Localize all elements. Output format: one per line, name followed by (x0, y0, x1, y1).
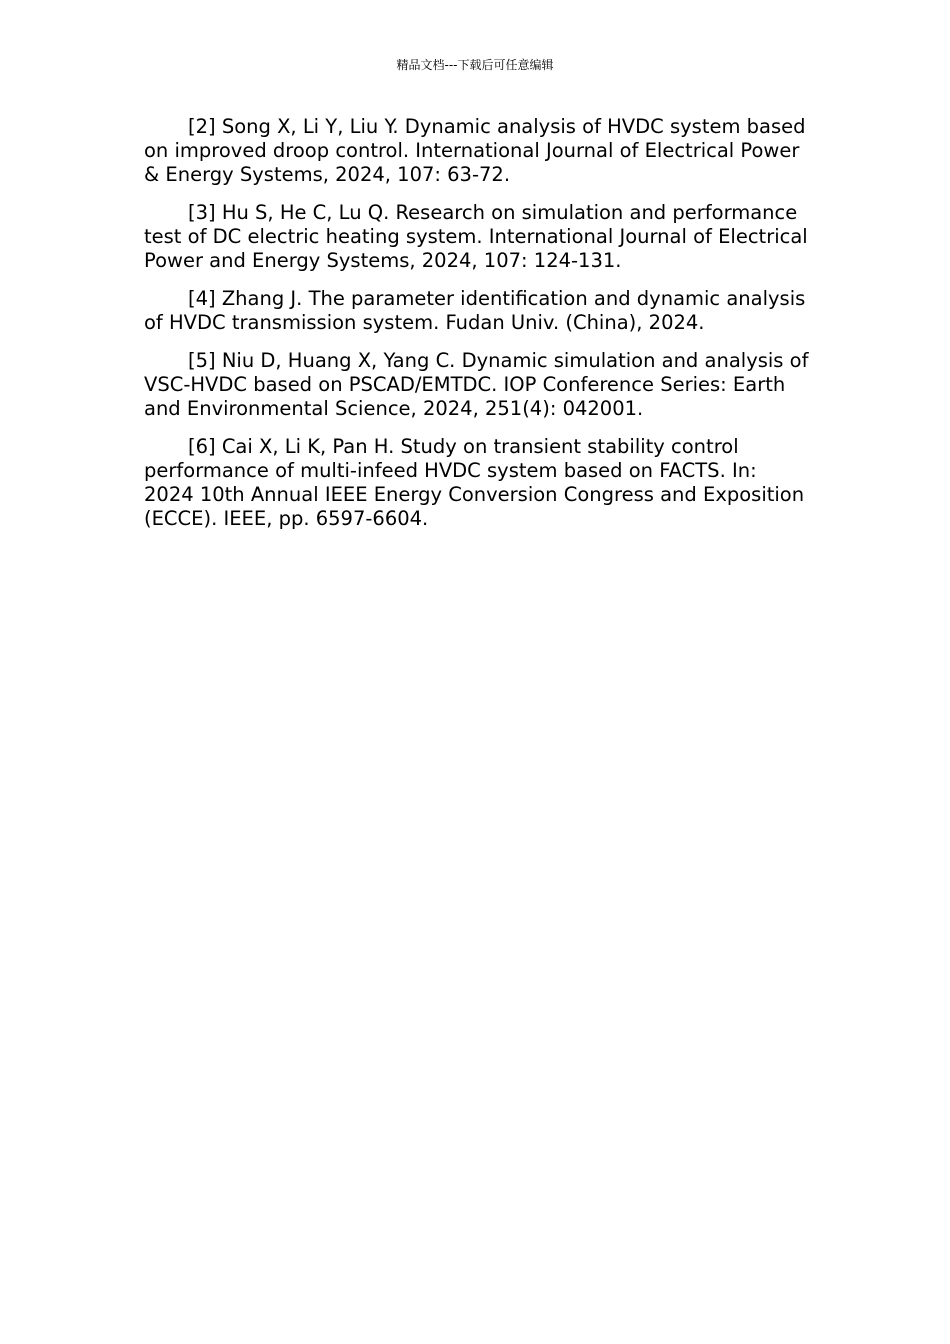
reference-item-3: [3] Hu S, He C, Lu Q. Research on simulation and performance test of DC electric heating system. International Journal of Electrical Power and Energy Systems, 2024, 107: 124-131. (144, 201, 808, 272)
reference-item-5: [5] Niu D, Huang X, Yang C. Dynamic simulation and analysis of VSC-HVDC based on PSCAD/EMTDC. IOP Conference Series: Earth and Environmental Science, 2024, 251(4): 042001. (144, 349, 809, 420)
reference-item-6: [6] Cai X, Li K, Pan H. Study on transient stability control performance of multi-infeed HVDC system based on FACTS. In: 2024 10th Annual IEEE Energy Conversion Congress and Exposition (ECCE). IEEE, pp. 6597-6604. (144, 435, 805, 530)
reference-item-4: [4] Zhang J. The parameter identification and dynamic analysis of HVDC transmission system. Fudan Univ. (China), 2024. (144, 287, 806, 334)
reference-list (144, 115, 810, 545)
page-header: 精品文档---下载后可任意编辑 (396, 58, 554, 72)
reference-item-2: [2] Song X, Li Y, Liu Y. Dynamic analysis of HVDC system based on improved droop control. International Journal of Electrical Power & Energy Systems, 2024, 107: 63-72. (144, 115, 806, 186)
